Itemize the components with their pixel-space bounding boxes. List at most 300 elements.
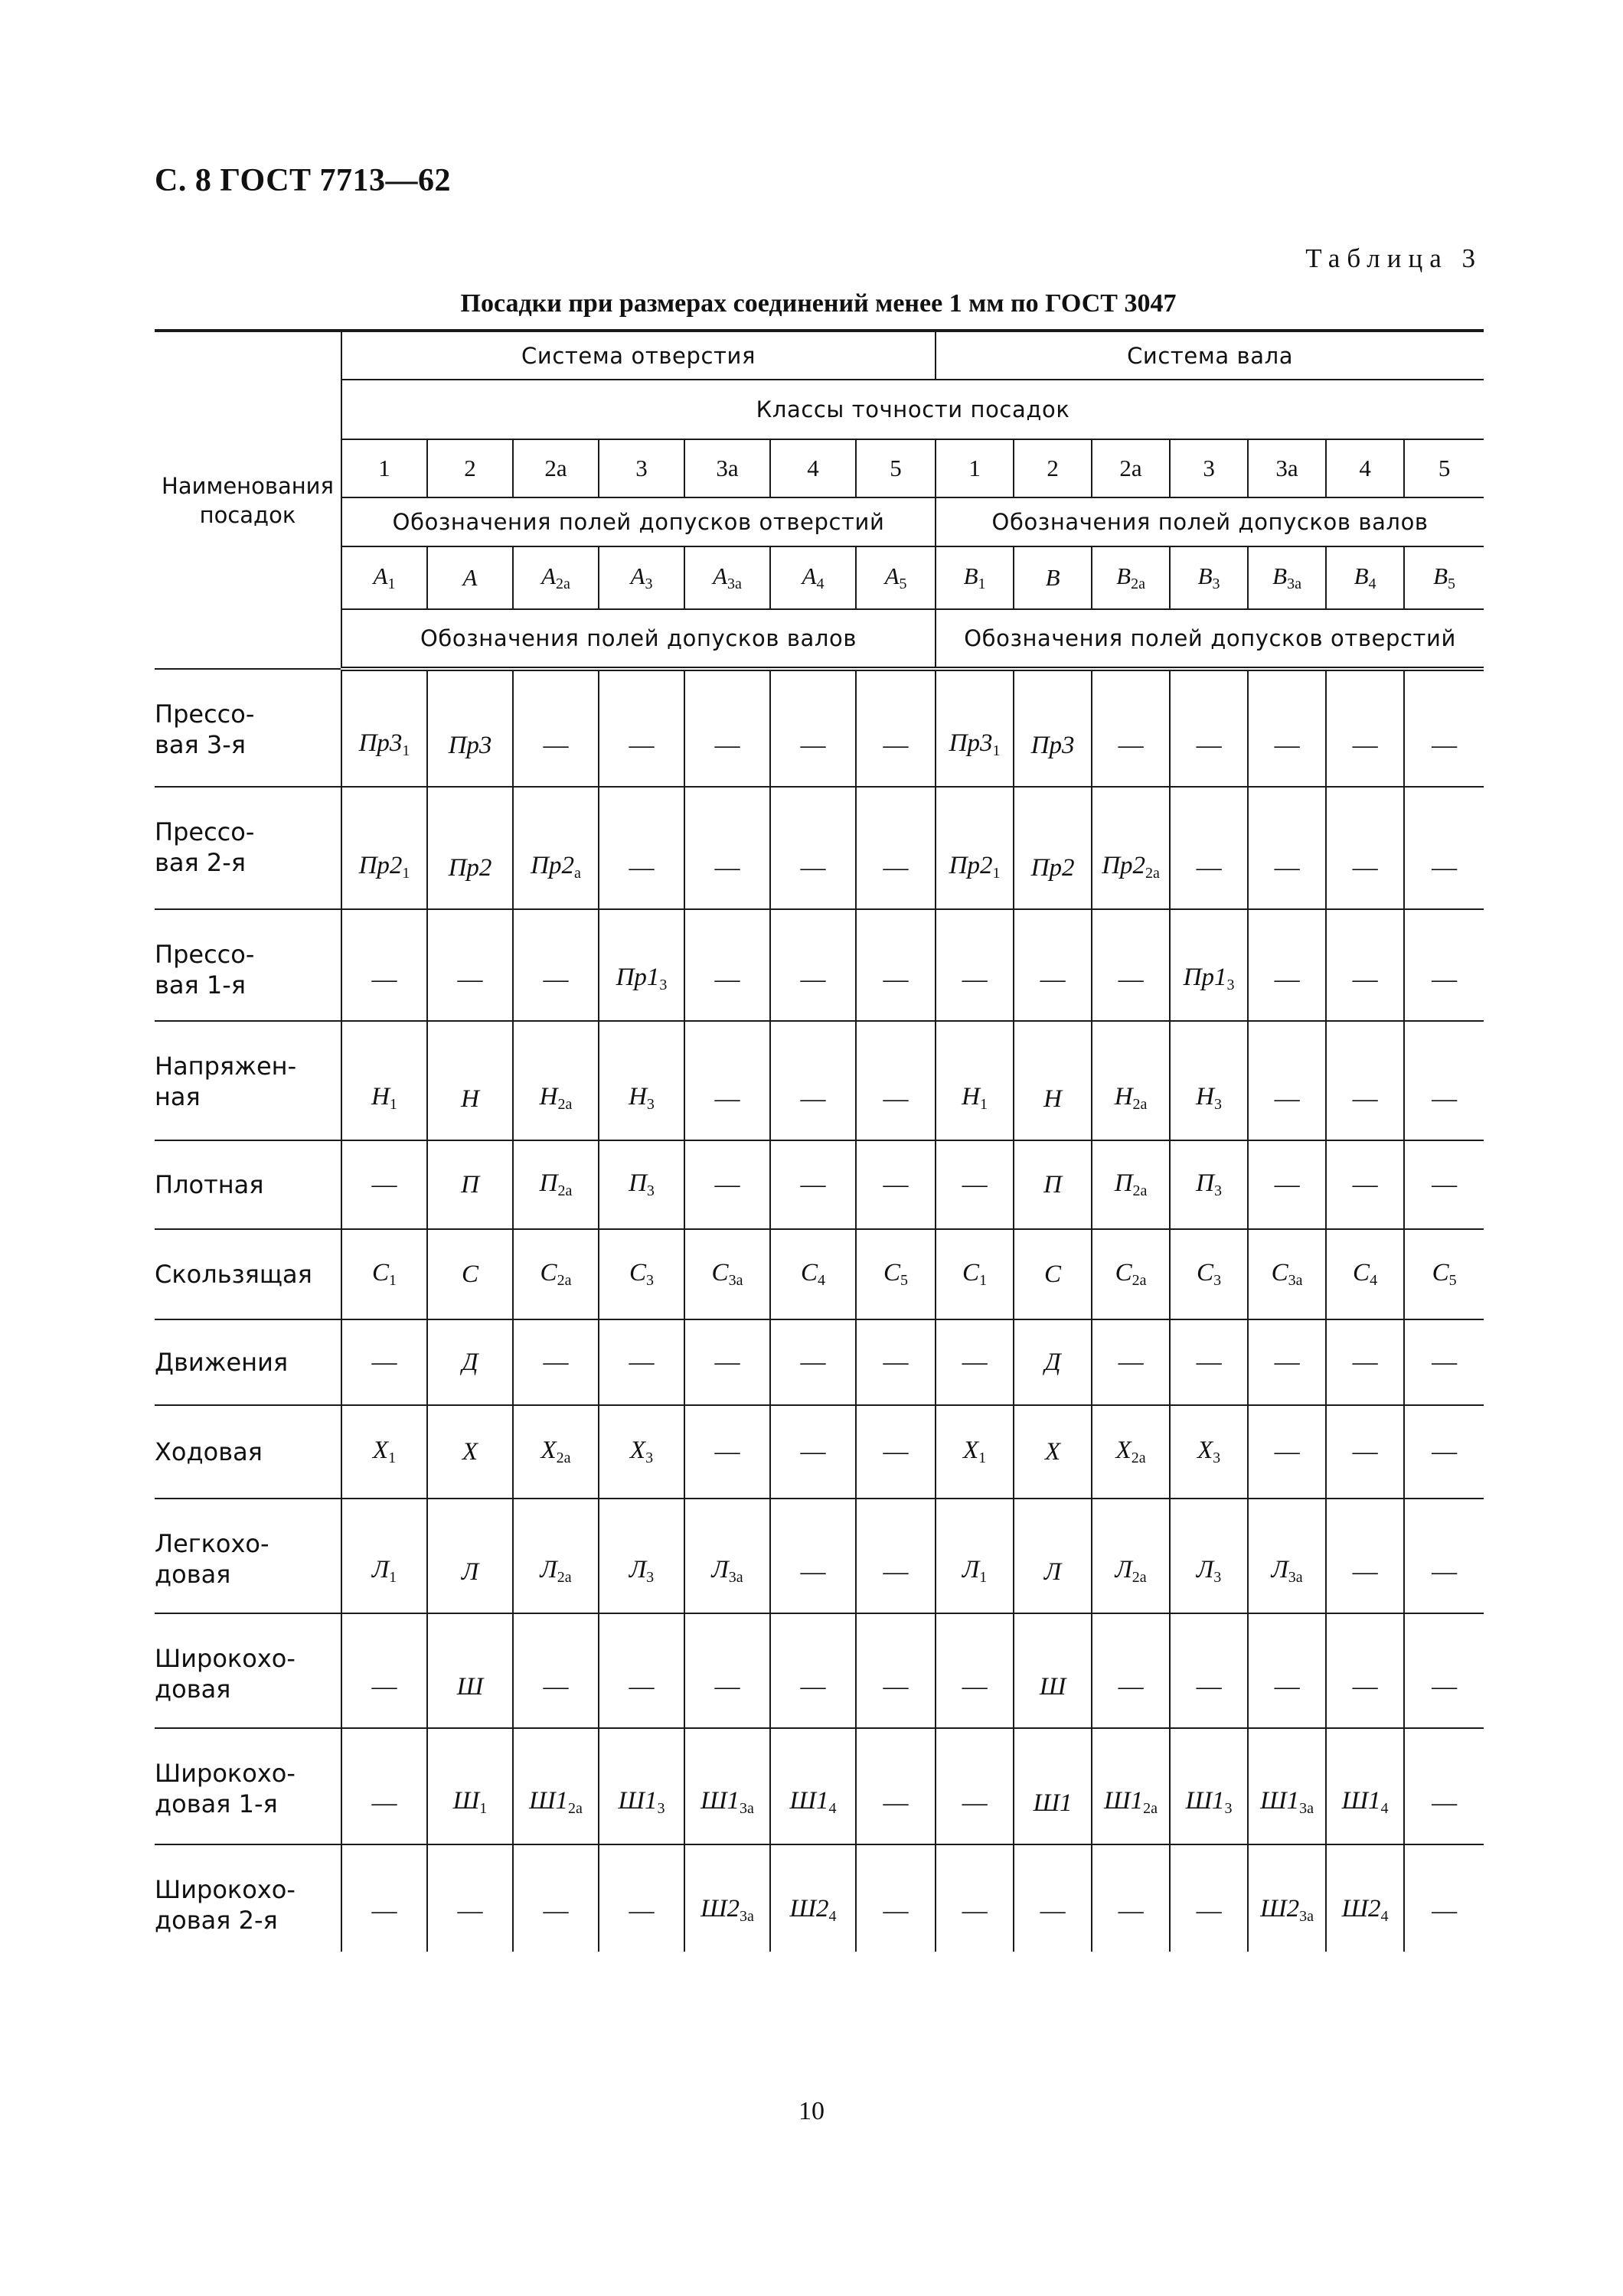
symbol-cell	[1170, 546, 1248, 609]
fit-cell	[513, 1499, 599, 1613]
fit-symbol: Ш2	[1341, 1895, 1381, 1923]
fit-cell	[1326, 1499, 1404, 1613]
fit-subscript: 4	[828, 1908, 837, 1925]
fit-symbol: —	[457, 1897, 483, 1925]
fit-symbol: Ш	[456, 1673, 484, 1701]
table-row	[155, 1728, 1484, 1844]
fit-cell	[1404, 1319, 1484, 1405]
fit-symbol: П	[1114, 1169, 1133, 1197]
fit-symbol: —	[1432, 1789, 1458, 1817]
fit-subscript: 2а	[1132, 1569, 1147, 1586]
fit-name	[155, 1613, 341, 1728]
fit-symbol: П	[629, 1169, 647, 1197]
fit-cell	[936, 1499, 1014, 1613]
fit-cell	[1326, 669, 1404, 787]
class-cell: 2а	[513, 439, 599, 497]
fit-symbol: —	[1432, 854, 1458, 882]
symbol-base: B	[1116, 563, 1132, 589]
fit-cell	[599, 669, 684, 787]
fit-name	[155, 1021, 341, 1140]
fit-cell	[1404, 1728, 1484, 1844]
fit-symbol: Н	[1043, 1085, 1062, 1113]
fit-cell	[1014, 787, 1092, 909]
fit-subscript: 2а	[568, 1800, 583, 1817]
fit-symbol: —	[1274, 732, 1300, 759]
header-fit-names-label: Наименования посадок	[162, 472, 334, 528]
fit-cell	[1092, 1499, 1170, 1613]
fit-cell	[856, 1140, 936, 1229]
fit-symbol: Н	[461, 1085, 479, 1113]
fit-subscript: 3	[1213, 1182, 1222, 1199]
fit-subscript: 5	[1448, 1272, 1457, 1289]
fit-symbol: —	[800, 966, 826, 993]
fit-symbol: Пр2	[1030, 854, 1075, 882]
fit-symbol: С	[883, 1259, 901, 1287]
fit-cell	[1014, 1229, 1092, 1319]
symbol-cell	[1092, 546, 1170, 609]
fit-cell	[1092, 1319, 1170, 1405]
fit-cell	[936, 1405, 1014, 1499]
fit-symbol: Х	[1044, 1437, 1061, 1466]
fit-subscript: 3	[1213, 1569, 1222, 1586]
fit-symbol: Н	[371, 1083, 390, 1110]
fit-symbol: —	[800, 1437, 826, 1466]
fit-cell	[684, 1319, 770, 1405]
fit-cell	[856, 787, 936, 909]
fit-cell	[1170, 909, 1248, 1021]
fit-symbol: —	[1432, 1170, 1458, 1199]
fit-symbol: —	[1352, 854, 1378, 882]
fit-subscript: 4	[818, 1272, 825, 1289]
fit-subscript: 1	[978, 1450, 987, 1466]
fit-subscript: 4	[1380, 1908, 1389, 1925]
fit-cell	[1404, 1499, 1484, 1613]
fit-symbol: Л	[711, 1556, 729, 1583]
symbol-cell	[341, 546, 427, 609]
fit-symbol: —	[1040, 1897, 1066, 1925]
fit-symbol: Д	[462, 1348, 478, 1376]
symbol-subscript: 3а	[727, 576, 742, 592]
fit-symbol: —	[714, 966, 740, 993]
fit-cell	[427, 1021, 513, 1140]
header-hole-tolerance-right: Обозначения полей допусков отверстий	[936, 609, 1484, 669]
page-header: С. 8 ГОСТ 7713—62	[155, 163, 452, 198]
fit-symbol: —	[1274, 1170, 1300, 1199]
symbol-base: A	[802, 563, 817, 589]
fit-symbol: Ш1	[618, 1787, 658, 1815]
fit-cell	[1014, 1613, 1092, 1728]
fit-symbol: Ш2	[700, 1895, 740, 1923]
fit-symbol: —	[714, 1673, 740, 1701]
fit-subscript: 3	[646, 1096, 655, 1113]
fit-cell	[513, 909, 599, 1021]
fit-name-line: Напряжен-	[155, 1052, 297, 1081]
fit-cell	[427, 1405, 513, 1499]
fit-cell	[1014, 1405, 1092, 1499]
fit-symbol: —	[1274, 854, 1300, 882]
fit-symbol: Ш1	[1260, 1787, 1300, 1815]
fit-subscript: 1	[479, 1800, 488, 1817]
class-cell: 4	[770, 439, 856, 497]
header-fit-names	[155, 331, 341, 669]
symbol-base: A	[541, 563, 557, 589]
fit-cell	[770, 1229, 856, 1319]
fit-symbol: Л	[461, 1558, 479, 1586]
fit-cell	[1170, 669, 1248, 787]
symbol-base: A	[373, 563, 388, 589]
fit-symbol: —	[1118, 732, 1144, 759]
fit-symbol: —	[1274, 966, 1300, 993]
fit-symbol: Ш1	[1033, 1789, 1073, 1817]
fit-name-line: вая 1-я	[155, 970, 247, 1000]
fit-cell	[684, 1499, 770, 1613]
fit-symbol: —	[714, 854, 740, 882]
header-hole-system: Система отверстия	[341, 331, 936, 380]
fit-cell	[1014, 1844, 1092, 1952]
fit-symbol: —	[629, 1348, 655, 1376]
fit-cell	[770, 1140, 856, 1229]
table-row	[155, 1021, 1484, 1140]
fit-symbol: —	[1432, 1348, 1458, 1376]
symbol-base: B	[1433, 563, 1448, 589]
fit-subscript: 2а	[556, 1450, 571, 1466]
fit-symbol: Л	[962, 1556, 980, 1583]
fit-symbol: С	[1432, 1259, 1449, 1287]
fit-cell	[1014, 1499, 1092, 1613]
fit-cell	[341, 1319, 427, 1405]
table-header	[155, 331, 1484, 669]
fit-cell	[856, 1844, 936, 1952]
fit-symbol: Ш2	[1260, 1895, 1300, 1923]
symbol-cell	[856, 546, 936, 609]
symbol-base: A	[462, 564, 478, 591]
class-cell: 3	[599, 439, 684, 497]
header-accuracy-classes: Классы точности посадок	[341, 380, 1484, 439]
fit-name-line: Ходовая	[155, 1437, 263, 1466]
fit-subscript: 4	[1380, 1800, 1389, 1817]
fit-symbol: Ш1	[789, 1787, 829, 1815]
fit-symbol: —	[883, 1085, 909, 1113]
fit-name	[155, 1229, 341, 1319]
fit-cell	[936, 669, 1014, 787]
class-cell: 3а	[1248, 439, 1326, 497]
fit-cell	[427, 787, 513, 909]
fit-cell	[684, 1728, 770, 1844]
fit-cell	[770, 1405, 856, 1499]
fit-cell	[1170, 1140, 1248, 1229]
fit-symbol: —	[1196, 854, 1222, 882]
fit-subscript: а	[573, 865, 581, 882]
fit-cell	[341, 909, 427, 1021]
fit-symbol: —	[1432, 1558, 1458, 1586]
table-row	[155, 669, 1484, 787]
fit-symbol: —	[1196, 1897, 1222, 1925]
fit-symbol: Н	[962, 1083, 980, 1110]
fit-cell	[513, 787, 599, 909]
fit-cell	[599, 787, 684, 909]
fit-symbol: С	[1044, 1260, 1062, 1288]
fit-symbol: —	[371, 966, 397, 993]
fit-cell	[1248, 909, 1326, 1021]
fit-symbol: —	[1352, 1673, 1378, 1701]
fit-symbol: —	[962, 1897, 988, 1925]
table-row	[155, 1140, 1484, 1229]
fit-cell	[1014, 1140, 1092, 1229]
fit-subscript: 2а	[1145, 865, 1160, 882]
fit-cell	[1248, 1405, 1326, 1499]
symbol-base: B	[1354, 563, 1369, 589]
fit-symbol: —	[1432, 1673, 1458, 1701]
fit-cell	[770, 1319, 856, 1405]
fit-subscript: 3	[1224, 1800, 1233, 1817]
fit-name	[155, 1140, 341, 1229]
fit-cell	[1326, 1844, 1404, 1952]
fit-cell	[936, 1140, 1014, 1229]
fit-symbol: —	[800, 1558, 826, 1586]
fit-cell	[1248, 1021, 1326, 1140]
fit-subscript: 3	[646, 1272, 654, 1289]
fit-name-line: Прессо-	[155, 817, 255, 846]
fit-cell	[513, 1405, 599, 1499]
fit-cell	[936, 1728, 1014, 1844]
fit-cell	[1014, 1319, 1092, 1405]
fit-subscript: 2а	[557, 1569, 572, 1586]
symbol-cell	[1326, 546, 1404, 609]
fit-symbol: —	[1352, 1558, 1378, 1586]
fit-cell	[1092, 1021, 1170, 1140]
fit-symbol: Пр2	[448, 854, 492, 882]
fit-subscript: 3а	[740, 1908, 754, 1925]
class-cell: 1	[936, 439, 1014, 497]
fit-cell	[341, 1728, 427, 1844]
fit-cell	[513, 1613, 599, 1728]
fit-cell	[1248, 1140, 1326, 1229]
fit-symbol: Л	[1115, 1556, 1132, 1583]
class-cell: 2	[1014, 439, 1092, 497]
fit-symbol: —	[800, 732, 826, 759]
fit-cell	[856, 1021, 936, 1140]
symbol-subscript: 4	[1368, 576, 1376, 592]
fit-name-line: довая	[155, 1675, 231, 1704]
header-shaft-tolerance: Обозначения полей допусков валов	[936, 497, 1484, 546]
fit-cell	[513, 1728, 599, 1844]
fit-cell	[936, 787, 1014, 909]
fit-name-line: довая 1-я	[155, 1789, 278, 1818]
table-row	[155, 787, 1484, 909]
fit-symbol: —	[962, 1348, 988, 1376]
fit-symbol: С	[1271, 1259, 1288, 1287]
fit-symbol: Пр1	[616, 964, 660, 991]
fit-name-line: Плотная	[155, 1170, 264, 1199]
table-row	[155, 1613, 1484, 1728]
symbol-cell	[770, 546, 856, 609]
fit-symbol: —	[543, 1348, 569, 1376]
fit-name	[155, 1499, 341, 1613]
fit-cell	[599, 1499, 684, 1613]
fit-symbol: Ш	[1039, 1673, 1066, 1701]
fit-symbol: —	[883, 1170, 909, 1199]
fit-symbol: —	[883, 1897, 909, 1925]
fit-subscript: 3	[646, 1569, 655, 1586]
fit-name-line: Широкохо-	[155, 1644, 296, 1673]
fit-cell	[1170, 1499, 1248, 1613]
fit-symbol: Л	[1271, 1556, 1288, 1583]
fit-name-line: Широкохо-	[155, 1759, 296, 1788]
fit-symbol: —	[1196, 732, 1222, 759]
fit-symbol: Пр3	[1030, 732, 1075, 759]
fit-cell	[856, 669, 936, 787]
fit-cell	[1092, 909, 1170, 1021]
fit-cell	[1092, 1405, 1170, 1499]
fit-symbol: Л	[1043, 1558, 1062, 1586]
symbol-base: B	[1197, 563, 1213, 589]
fit-cell	[770, 1613, 856, 1728]
fit-symbol: —	[883, 1789, 909, 1817]
fit-name-line: Скользящая	[155, 1260, 312, 1289]
fit-name	[155, 1728, 341, 1844]
fit-symbol: Х	[540, 1437, 557, 1464]
fit-symbol: —	[1118, 1897, 1144, 1925]
fit-symbol: —	[714, 1348, 740, 1376]
fit-symbol: С	[461, 1260, 478, 1288]
fit-name-line: Широкохо-	[155, 1875, 296, 1904]
fit-symbol: Л	[1196, 1556, 1214, 1583]
fit-cell	[599, 909, 684, 1021]
fit-cell	[341, 787, 427, 909]
fit-cell	[341, 1229, 427, 1319]
fit-cell	[1326, 787, 1404, 909]
fit-symbol: —	[800, 1170, 826, 1199]
symbol-base: A	[713, 563, 728, 589]
fit-cell	[1170, 1844, 1248, 1952]
fit-cell	[684, 1021, 770, 1140]
fit-symbol: —	[1352, 732, 1378, 759]
fit-symbol: Л	[540, 1556, 557, 1583]
fit-cell	[341, 1844, 427, 1952]
fit-cell	[1404, 1844, 1484, 1952]
symbol-cell	[1248, 546, 1326, 609]
fit-symbol: Ш2	[789, 1895, 829, 1923]
symbol-subscript: 1	[387, 576, 396, 592]
fit-subscript: 2а	[557, 1272, 572, 1289]
fit-symbol: —	[543, 966, 569, 993]
fit-symbol: —	[543, 732, 569, 759]
fit-symbol: Пр2	[531, 852, 574, 879]
fit-cell	[341, 669, 427, 787]
symbol-cell	[513, 546, 599, 609]
fit-symbol: Х	[962, 1437, 979, 1464]
fit-symbol: —	[629, 732, 655, 759]
fit-symbol: Л	[371, 1556, 390, 1583]
header-class-row	[155, 439, 1484, 497]
fit-symbol: —	[1040, 966, 1066, 993]
fit-symbol: —	[1118, 1348, 1144, 1376]
fit-subscript: 1	[979, 1272, 988, 1289]
fit-symbol: —	[1432, 966, 1458, 993]
symbol-base: B	[963, 563, 978, 589]
fit-cell	[1248, 1499, 1326, 1613]
fit-subscript: 1	[402, 742, 410, 759]
fit-cell	[1326, 1319, 1404, 1405]
fit-cell	[1404, 1405, 1484, 1499]
fit-symbol: —	[962, 966, 988, 993]
fit-symbol: С	[1197, 1259, 1214, 1287]
table-row	[155, 1229, 1484, 1319]
table-row	[155, 1319, 1484, 1405]
fit-cell	[513, 1844, 599, 1952]
header-shaft-tolerance-left: Обозначения полей допусков валов	[341, 609, 936, 669]
fit-cell	[341, 1613, 427, 1728]
fit-symbol: Д	[1044, 1348, 1061, 1376]
fit-symbol: —	[883, 1558, 909, 1586]
symbol-cell	[427, 546, 513, 609]
fit-cell	[599, 1021, 684, 1140]
fit-cell	[684, 1613, 770, 1728]
fit-name	[155, 787, 341, 909]
fit-subscript: 3	[1213, 1272, 1222, 1289]
fit-cell	[599, 1728, 684, 1844]
fit-cell	[1326, 1728, 1404, 1844]
fit-cell	[1092, 1140, 1170, 1229]
fit-symbol: —	[371, 1789, 397, 1817]
fit-symbol: —	[800, 1673, 826, 1701]
fit-subscript: 1	[389, 1096, 397, 1113]
symbol-cell	[684, 546, 770, 609]
class-cell: 4	[1326, 439, 1404, 497]
fit-cell	[1170, 1319, 1248, 1405]
fit-subscript: 2а	[557, 1096, 573, 1113]
fit-name-line: Легкохо-	[155, 1529, 269, 1558]
fit-cell	[1014, 1021, 1092, 1140]
fit-subscript: 3	[659, 977, 668, 993]
fit-cell	[1248, 1613, 1326, 1728]
fit-symbol: —	[371, 1897, 397, 1925]
fit-cell	[936, 1021, 1014, 1140]
fit-symbol: —	[800, 1085, 826, 1113]
fit-cell	[1092, 669, 1170, 787]
fit-subscript: 4	[828, 1800, 837, 1817]
fit-cell	[856, 1405, 936, 1499]
fit-symbol: —	[962, 1789, 988, 1817]
fit-cell	[1404, 669, 1484, 787]
fit-subscript: 1	[389, 1569, 397, 1586]
table-row	[155, 1844, 1484, 1952]
fit-name	[155, 1405, 341, 1499]
fit-cell	[341, 1021, 427, 1140]
fit-symbol: —	[800, 1348, 826, 1376]
fit-cell	[770, 787, 856, 909]
fit-symbol: —	[629, 1673, 655, 1701]
fit-subscript: 4	[1370, 1272, 1378, 1289]
fit-subscript: 3	[645, 1450, 654, 1466]
fit-symbol: Х	[1197, 1437, 1213, 1464]
table-number: Таблица 3	[1305, 243, 1482, 273]
fit-cell	[1404, 1021, 1484, 1140]
symbol-subscript: 3	[1212, 576, 1220, 592]
fit-subscript: 1	[979, 1569, 988, 1586]
fit-cell	[936, 1319, 1014, 1405]
fit-cell	[513, 1319, 599, 1405]
fit-symbol: —	[1118, 966, 1144, 993]
fit-subscript: 3	[1226, 977, 1235, 993]
fit-cell	[936, 1844, 1014, 1952]
fit-cell	[1248, 1319, 1326, 1405]
fit-cell	[936, 909, 1014, 1021]
fit-cell	[513, 1021, 599, 1140]
symbol-cell	[599, 546, 684, 609]
fit-symbol: —	[1352, 1085, 1378, 1113]
header-hole-tolerance: Обозначения полей допусков отверстий	[341, 497, 936, 546]
